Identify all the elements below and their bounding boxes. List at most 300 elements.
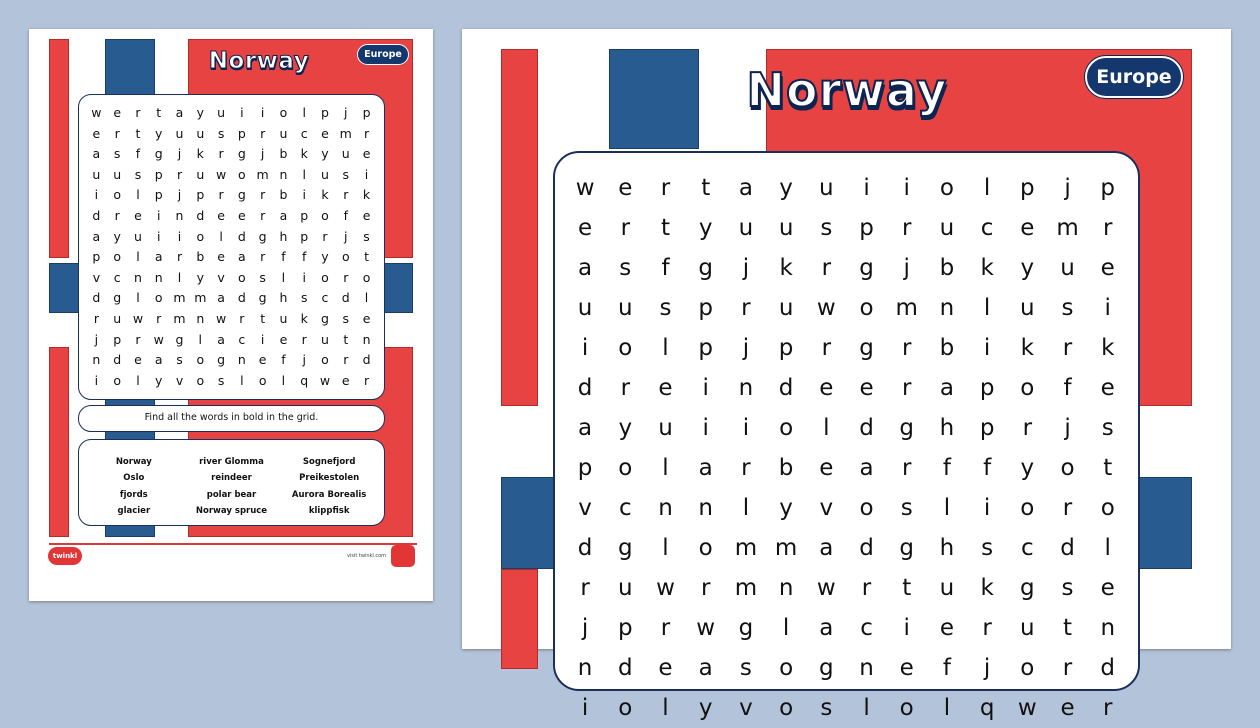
grid-letter: p bbox=[321, 105, 329, 120]
grid-letter: s bbox=[1061, 575, 1074, 601]
grid-row bbox=[86, 350, 377, 371]
grid-letter: u bbox=[217, 105, 226, 120]
grid-letter: o bbox=[279, 105, 288, 120]
grid-letter: m bbox=[173, 290, 186, 306]
grid-letter: y bbox=[779, 495, 793, 521]
grid-letter: p bbox=[859, 215, 874, 241]
region-badge: Europe bbox=[357, 44, 409, 65]
grid-letter: h bbox=[939, 415, 955, 441]
grid-letter: n bbox=[133, 269, 142, 285]
grid-letter: o bbox=[238, 269, 246, 285]
word-list-item: Sognefjord bbox=[302, 457, 356, 467]
grid-letter: r bbox=[580, 575, 590, 601]
grid-letter: d bbox=[92, 290, 101, 306]
word-search-grid bbox=[553, 151, 1140, 721]
grid-letter: v bbox=[739, 695, 753, 721]
grid-letter: t bbox=[260, 310, 266, 326]
grid-letter: n bbox=[859, 655, 874, 681]
grid-letter: u bbox=[196, 166, 205, 182]
grid-letter: l bbox=[219, 228, 223, 244]
grid-letter: r bbox=[821, 255, 832, 281]
grid-letter: r bbox=[239, 310, 245, 326]
grid-letter: w bbox=[816, 295, 836, 321]
grid-letter: s bbox=[900, 495, 913, 521]
grid-letter: o bbox=[859, 295, 874, 321]
grid-row bbox=[86, 165, 377, 186]
grid-letter: o bbox=[618, 695, 633, 721]
grid-letter: w bbox=[215, 166, 227, 182]
grid-letter: s bbox=[1101, 415, 1114, 441]
grid-letter: u bbox=[175, 125, 184, 141]
grid-letter: w bbox=[132, 310, 144, 326]
grid-letter: e bbox=[238, 207, 246, 223]
grid-letter: l bbox=[136, 372, 140, 388]
grid-letter: k bbox=[362, 187, 371, 203]
grid-letter: l bbox=[662, 695, 669, 721]
flag-blue-cross-right bbox=[381, 263, 413, 313]
grid-letter: p bbox=[979, 415, 995, 441]
grid-letter: m bbox=[734, 575, 758, 601]
grid-letter: l bbox=[281, 269, 286, 285]
grid-letter: k bbox=[300, 310, 308, 326]
word-list bbox=[78, 439, 385, 526]
word-list-item: klippfisk bbox=[308, 505, 350, 516]
grid-letter: f bbox=[983, 455, 992, 481]
grid-letter: u bbox=[321, 166, 329, 182]
grid-letter: d bbox=[196, 207, 205, 223]
grid-letter: c bbox=[980, 215, 994, 241]
grid-letter: l bbox=[943, 495, 951, 521]
grid-letter: m bbox=[256, 166, 269, 182]
grid-letter: l bbox=[240, 372, 244, 388]
grid-letter: r bbox=[821, 335, 832, 361]
grid-letter: s bbox=[981, 535, 994, 561]
grid-letter: e bbox=[321, 125, 329, 141]
page-title: Norway bbox=[746, 63, 948, 117]
grid-letter: s bbox=[1061, 295, 1074, 321]
grid-letter: i bbox=[260, 105, 265, 120]
grid-letter: o bbox=[899, 695, 914, 721]
word-list-item: Aurora Borealis bbox=[291, 489, 367, 500]
grid-letter: i bbox=[302, 187, 306, 203]
grid-letter: o bbox=[1020, 375, 1035, 401]
grid-letter: r bbox=[363, 125, 370, 141]
grid-row bbox=[86, 206, 377, 227]
grid-letter: c bbox=[860, 615, 873, 641]
grid-letter: g bbox=[1020, 575, 1035, 601]
grid-letter: p bbox=[778, 335, 794, 361]
grid-letter: r bbox=[901, 335, 912, 361]
grid-letter: u bbox=[196, 125, 205, 141]
word-list-item: Preikestolen bbox=[299, 473, 360, 484]
grid-letter: m bbox=[734, 535, 758, 561]
grid-letter: p bbox=[196, 187, 205, 203]
grid-letter: u bbox=[1020, 295, 1035, 321]
grid-letter: d bbox=[859, 415, 874, 441]
grid-letter: d bbox=[859, 535, 874, 561]
grid-letter: i bbox=[702, 375, 709, 401]
grid-letter: e bbox=[1060, 695, 1075, 721]
grid-letter: g bbox=[617, 535, 633, 561]
grid-letter: i bbox=[364, 166, 369, 182]
grid-letter: b bbox=[196, 249, 205, 265]
grid-letter: w bbox=[575, 175, 595, 201]
grid-letter: s bbox=[176, 352, 183, 368]
grid-letter: r bbox=[260, 187, 266, 203]
grid-letter: t bbox=[1063, 615, 1073, 641]
grid-row bbox=[86, 330, 377, 351]
worksheet-thumbnail[interactable] bbox=[29, 29, 433, 601]
grid-letter: e bbox=[217, 207, 225, 223]
grid-letter: k bbox=[300, 146, 308, 162]
grid-letter: b bbox=[279, 146, 288, 162]
grid-letter: n bbox=[362, 331, 371, 347]
footer-divider bbox=[49, 543, 417, 545]
grid-letter: f bbox=[942, 455, 951, 481]
grid-letter: a bbox=[819, 535, 834, 561]
word-list-item: glacier bbox=[117, 505, 151, 516]
flag-red-left-top bbox=[501, 49, 538, 406]
grid-letter: b bbox=[939, 335, 955, 361]
grid-letter: o bbox=[362, 269, 371, 285]
grid-letter: a bbox=[92, 228, 101, 244]
grid-letter: n bbox=[577, 655, 593, 681]
grid-letter: r bbox=[1062, 495, 1073, 521]
grid-letter: n bbox=[196, 310, 205, 326]
word-list-item: fjords bbox=[119, 489, 148, 500]
grid-letter: s bbox=[217, 372, 225, 388]
grid-letter: k bbox=[779, 255, 793, 281]
grid-letter: j bbox=[742, 255, 750, 281]
grid-letter: p bbox=[154, 166, 163, 182]
grid-letter: i bbox=[94, 372, 99, 388]
grid-row bbox=[86, 268, 377, 289]
grid-letter: m bbox=[194, 290, 207, 306]
grid-row bbox=[86, 124, 377, 145]
grid-letter: n bbox=[154, 269, 163, 285]
grid-letter: v bbox=[92, 269, 101, 285]
grid-letter: k bbox=[321, 187, 329, 203]
grid-letter: u bbox=[778, 215, 794, 241]
grid-letter: e bbox=[578, 215, 593, 241]
grid-letter: c bbox=[1021, 535, 1034, 561]
grid-letter: r bbox=[1062, 655, 1073, 681]
grid-letter: o bbox=[1060, 455, 1075, 481]
grid-letter: j bbox=[1064, 415, 1071, 441]
grid-letter: o bbox=[321, 352, 329, 368]
grid-letter: a bbox=[698, 655, 713, 681]
grid-letter: r bbox=[176, 166, 183, 182]
grid-letter: f bbox=[661, 255, 670, 281]
grid-letter: r bbox=[1103, 695, 1113, 721]
grid-letter: e bbox=[1100, 375, 1115, 401]
grid-letter: o bbox=[1100, 495, 1115, 521]
grid-letter: v bbox=[578, 495, 592, 521]
grid-row bbox=[565, 688, 1128, 728]
grid-letter: i bbox=[240, 105, 244, 120]
grid-letter: e bbox=[217, 249, 225, 265]
twinkl-logo: twinkl bbox=[48, 547, 82, 565]
grid-letter: g bbox=[237, 146, 246, 162]
grid-row bbox=[86, 227, 377, 248]
grid-letter: w bbox=[153, 331, 164, 347]
grid-letter: r bbox=[1103, 215, 1113, 241]
grid-letter: y bbox=[321, 146, 329, 162]
grid-letter: n bbox=[658, 495, 673, 521]
grid-letter: g bbox=[258, 228, 267, 244]
grid-letter: s bbox=[217, 125, 225, 141]
grid-letter: r bbox=[218, 187, 224, 203]
grid-letter: s bbox=[300, 290, 308, 306]
grid-letter: d bbox=[1100, 655, 1116, 681]
grid-letter: t bbox=[343, 331, 349, 347]
grid-letter: g bbox=[217, 352, 226, 368]
grid-letter: l bbox=[302, 105, 306, 120]
grid-letter: b bbox=[939, 255, 955, 281]
grid-letter: g bbox=[899, 415, 915, 441]
word-search-grid bbox=[78, 94, 385, 400]
grid-letter: v bbox=[175, 372, 184, 388]
grid-row bbox=[565, 408, 1128, 448]
grid-row bbox=[86, 103, 377, 124]
grid-letter: l bbox=[983, 295, 991, 321]
grid-letter: i bbox=[260, 331, 265, 347]
grid-letter: j bbox=[581, 615, 589, 641]
grid-letter: e bbox=[134, 352, 142, 368]
grid-letter: j bbox=[260, 146, 265, 162]
grid-letter: o bbox=[113, 372, 121, 388]
word-list-item: Oslo bbox=[123, 473, 145, 484]
grid-letter: b bbox=[778, 455, 794, 481]
grid-letter: r bbox=[343, 269, 349, 285]
grid-letter: e bbox=[899, 655, 914, 681]
grid-letter: w bbox=[91, 105, 102, 120]
grid-letter: a bbox=[154, 352, 163, 368]
grid-letter: u bbox=[939, 575, 955, 601]
grid-letter: f bbox=[1063, 375, 1072, 401]
grid-letter: q bbox=[300, 372, 309, 388]
grid-letter: u bbox=[279, 310, 288, 326]
grid-letter: w bbox=[1017, 695, 1037, 721]
grid-letter: t bbox=[660, 215, 671, 241]
grid-row bbox=[86, 288, 377, 309]
grid-letter: y bbox=[1020, 455, 1035, 481]
grid-row bbox=[86, 371, 377, 392]
grid-letter: e bbox=[279, 331, 288, 347]
word-list-item: river Glomma bbox=[199, 457, 264, 467]
grid-letter: r bbox=[218, 146, 224, 162]
grid-letter: r bbox=[700, 575, 711, 601]
grid-letter: p bbox=[698, 295, 713, 321]
grid-letter: r bbox=[741, 295, 751, 321]
grid-letter: a bbox=[238, 249, 246, 265]
grid-letter: s bbox=[659, 295, 672, 321]
grid-letter: y bbox=[155, 125, 163, 141]
grid-letter: y bbox=[113, 228, 121, 244]
grid-letter: y bbox=[698, 695, 713, 721]
grid-letter: o bbox=[113, 187, 121, 203]
grid-letter: o bbox=[779, 695, 794, 721]
grid-letter: r bbox=[156, 310, 162, 326]
flag-red-left-bottom bbox=[501, 569, 538, 669]
grid-letter: l bbox=[983, 175, 991, 201]
grid-letter: g bbox=[859, 335, 874, 361]
grid-letter: l bbox=[136, 290, 140, 306]
grid-letter: o bbox=[618, 455, 633, 481]
grid-letter: l bbox=[943, 695, 951, 721]
grid-letter: f bbox=[281, 249, 286, 265]
grid-letter: c bbox=[113, 269, 121, 285]
grid-letter: s bbox=[134, 166, 142, 182]
grid-letter: n bbox=[778, 575, 794, 601]
grid-letter: g bbox=[321, 310, 329, 326]
grid-letter: j bbox=[177, 146, 182, 162]
grid-letter: g bbox=[237, 187, 246, 203]
grid-letter: l bbox=[742, 495, 750, 521]
grid-letter: j bbox=[344, 105, 348, 120]
grid-letter: v bbox=[217, 269, 225, 285]
grid-letter: c bbox=[300, 125, 308, 141]
grid-letter: t bbox=[902, 575, 912, 601]
grid-letter: k bbox=[1101, 335, 1115, 361]
grid-letter: e bbox=[658, 375, 673, 401]
grid-letter: l bbox=[662, 455, 669, 481]
grid-letter: c bbox=[618, 495, 632, 521]
grid-letter: p bbox=[1020, 175, 1035, 201]
grid-letter: h bbox=[279, 290, 288, 306]
grid-letter: e bbox=[819, 375, 834, 401]
grid-letter: r bbox=[1062, 335, 1073, 361]
grid-row bbox=[86, 185, 377, 206]
grid-letter: a bbox=[175, 105, 184, 120]
grid-letter: d bbox=[778, 375, 794, 401]
grid-letter: d bbox=[1060, 535, 1075, 561]
grid-letter: i bbox=[702, 415, 709, 441]
grid-letter: n bbox=[175, 207, 184, 223]
grid-letter: a bbox=[939, 375, 954, 401]
grid-letter: j bbox=[344, 228, 348, 244]
grid-letter: j bbox=[1064, 175, 1071, 201]
grid-letter: j bbox=[983, 655, 991, 681]
grid-letter: g bbox=[819, 655, 834, 681]
grid-row bbox=[565, 608, 1128, 648]
word-list-item: polar bear bbox=[206, 489, 257, 500]
grid-letter: d bbox=[113, 352, 122, 368]
grid-letter: b bbox=[279, 187, 288, 203]
grid-letter: t bbox=[135, 125, 141, 141]
region-badge: Europe bbox=[1085, 56, 1183, 98]
grid-letter: j bbox=[903, 255, 910, 281]
grid-letter: r bbox=[660, 175, 671, 201]
grid-letter: y bbox=[618, 415, 633, 441]
grid-letter: s bbox=[259, 269, 266, 285]
worksheet-preview[interactable] bbox=[462, 29, 1231, 721]
footer-url: visit twinkl.com bbox=[347, 553, 387, 559]
grid-letter: g bbox=[899, 535, 915, 561]
flag-red-left-bottom bbox=[49, 347, 69, 537]
grid-letter: f bbox=[302, 249, 307, 265]
grid-letter: p bbox=[617, 615, 633, 641]
grid-letter: u bbox=[279, 125, 288, 141]
grid-letter: v bbox=[819, 495, 834, 521]
grid-letter: k bbox=[1020, 335, 1034, 361]
grid-letter: o bbox=[258, 372, 267, 388]
grid-row bbox=[565, 528, 1128, 568]
grid-letter: i bbox=[983, 495, 991, 521]
grid-letter: o bbox=[341, 249, 350, 265]
grid-letter: k bbox=[196, 146, 204, 162]
grid-letter: r bbox=[301, 331, 307, 347]
grid-letter: a bbox=[217, 290, 225, 306]
grid-letter: j bbox=[177, 187, 182, 203]
grid-letter: t bbox=[364, 249, 369, 265]
grid-letter: p bbox=[979, 375, 995, 401]
grid-letter: m bbox=[895, 295, 918, 321]
grid-letter: u bbox=[113, 310, 122, 326]
grid-letter: k bbox=[980, 255, 994, 281]
grid-row bbox=[565, 648, 1128, 688]
grid-letter: p bbox=[237, 125, 246, 141]
grid-letter: o bbox=[1020, 495, 1035, 521]
grid-letter: l bbox=[177, 269, 182, 285]
grid-letter: g bbox=[175, 331, 184, 347]
grid-letter: g bbox=[698, 255, 713, 281]
grid-letter: o bbox=[859, 495, 874, 521]
flag-blue-cross-top bbox=[609, 49, 699, 149]
grid-letter: o bbox=[939, 175, 954, 201]
grid-letter: e bbox=[1020, 215, 1035, 241]
grid-letter: e bbox=[341, 372, 350, 388]
grid-letter: r bbox=[982, 615, 992, 641]
grid-letter: c bbox=[321, 290, 329, 306]
grid-letter: o bbox=[321, 207, 329, 223]
grid-letter: o bbox=[113, 249, 121, 265]
grid-letter: i bbox=[177, 228, 182, 244]
grid-letter: o bbox=[321, 269, 329, 285]
grid-letter: a bbox=[154, 249, 163, 265]
grid-letter: n bbox=[279, 166, 288, 182]
grid-letter: e bbox=[859, 375, 874, 401]
grid-row bbox=[565, 168, 1128, 208]
grid-letter: a bbox=[217, 331, 225, 347]
grid-letter: o bbox=[698, 535, 713, 561]
grid-letter: u bbox=[618, 575, 633, 601]
grid-letter: j bbox=[302, 352, 306, 368]
grid-letter: o bbox=[238, 166, 246, 182]
grid-letter: o bbox=[618, 335, 633, 361]
grid-letter: m bbox=[339, 125, 352, 141]
grid-letter: a bbox=[578, 415, 593, 441]
grid-letter: l bbox=[136, 187, 140, 203]
grid-row bbox=[565, 368, 1128, 408]
grid-letter: r bbox=[901, 215, 912, 241]
grid-row bbox=[565, 488, 1128, 528]
grid-letter: t bbox=[701, 175, 711, 201]
grid-letter: f bbox=[281, 352, 286, 368]
grid-letter: l bbox=[662, 335, 669, 361]
grid-letter: p bbox=[113, 331, 122, 347]
grid-letter: u bbox=[113, 166, 122, 182]
grid-letter: i bbox=[742, 415, 750, 441]
grid-letter: g bbox=[859, 255, 874, 281]
grid-letter: o bbox=[779, 655, 794, 681]
grid-letter: p bbox=[300, 228, 309, 244]
grid-letter: u bbox=[618, 295, 633, 321]
grid-letter: l bbox=[281, 372, 286, 388]
grid-letter: d bbox=[341, 290, 350, 306]
grid-letter: r bbox=[363, 372, 370, 388]
grid-letter: d bbox=[577, 375, 593, 401]
